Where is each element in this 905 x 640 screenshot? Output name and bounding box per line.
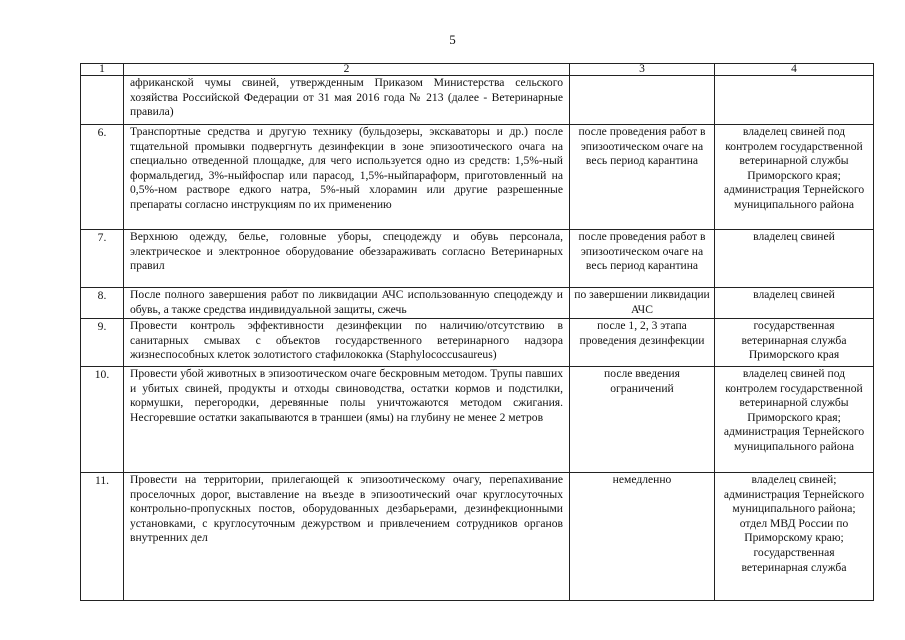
row-responsible: государственная ветеринарная служба Приморского края <box>715 319 874 367</box>
row-responsible: владелец свиней <box>715 230 874 288</box>
row-number: 8. <box>81 288 124 319</box>
page-number: 5 <box>449 32 456 47</box>
row-term: по завершении ликвидации АЧС <box>570 288 715 319</box>
row-number: 11. <box>81 473 124 601</box>
row-measure: Провести на территории, прилегающей к эпизоотическому очагу, перепахивание проселочных дорог, выставление на въезде в эпизоотический очаг круглосуточных контрольно-пропускных постов, оборудованных дезбарьерами, дезинфекционными установками, с круглосуточным дежурством и привлечением сотрудников органов внутренних дел <box>124 473 570 601</box>
row-number: 6. <box>81 125 124 230</box>
row-measure: Верхнюю одежду, белье, головные уборы, спецодежду и обувь персонала, электрическое и электронное оборудование обеззараживать согласно Ветеринарных правил <box>124 230 570 288</box>
row-measure: После полного завершения работ по ликвидации АЧС использованную спецодежду и обувь, а также средства индивидуальной защиты, сжечь <box>124 288 570 319</box>
table-row <box>81 319 874 367</box>
row-number: 7. <box>81 230 124 288</box>
row-responsible: владелец свиней под контролем государственной ветеринарной службы Приморского края; администрация Тернейского муниципального района <box>715 367 874 473</box>
row-number: 9. <box>81 319 124 367</box>
row-responsible: владелец свиней под контролем государственной ветеринарной службы Приморского края; администрация Тернейского муниципального района <box>715 125 874 230</box>
row-responsible: владелец свиней <box>715 288 874 319</box>
table-row <box>81 76 874 125</box>
table-row <box>81 367 874 473</box>
measures-table <box>80 63 874 601</box>
header-col-2: 2 <box>124 64 570 76</box>
table-header-row <box>81 64 874 76</box>
table-row <box>81 288 874 319</box>
row-measure: Провести контроль эффективности дезинфекции по наличию/отсутствию в санитарных смывах с объектов государственного ветеринарного надзора жизнеспособных клеток золотистого стафилококка (Staphylococcusaureus) <box>124 319 570 367</box>
table-row <box>81 473 874 601</box>
row-term: после введения ограничений <box>570 367 715 473</box>
table-row <box>81 125 874 230</box>
row-term: после проведения работ в эпизоотическом очаге на весь период карантина <box>570 125 715 230</box>
row-number <box>81 76 124 125</box>
row-term <box>570 76 715 125</box>
row-measure: Провести убой животных в эпизоотическом очаге бескровным методом. Трупы павших и убитых свиней, продукты и отходы свиноводства, остатки кормов и подстилки, кормушки, перегородки, деревянные полы уничтожаются методом сжигания. Несгоревшие остатки закапываются в траншеи (ямы) на глубину не менее 2 метров <box>124 367 570 473</box>
row-term: после 1, 2, 3 этапа проведения дезинфекции <box>570 319 715 367</box>
row-responsible: владелец свиней; администрация Тернейского муниципального района; отдел МВД России по Приморскому краю; государственная ветеринарная служба <box>715 473 874 601</box>
header-col-3: 3 <box>570 64 715 76</box>
row-measure: африканской чумы свиней, утвержденным Приказом Министерства сельского хозяйства Российской Федерации от 31 мая 2016 года № 213 (далее - Ветеринарные правила) <box>124 76 570 125</box>
header-col-1: 1 <box>81 64 124 76</box>
row-term: после проведения работ в эпизоотическом очаге на весь период карантина <box>570 230 715 288</box>
table-row <box>81 230 874 288</box>
row-term: немедленно <box>570 473 715 601</box>
row-measure: Транспортные средства и другую технику (бульдозеры, экскаваторы и др.) после тщательной промывки подвергнуть дезинфекции в зоне эпизоотического очага на специально отведенной площадке, для чего используется одно из средств: 1,5%-ный формальдегид, 3%-ныйфоспар или парасод, 1,5%-ныйпараформ, приготовленный на 0,5%-ном растворе едкого натра, 5%-ный хлорамин или другие разрешенные препараты согласно инструкциям по их применению <box>124 125 570 230</box>
header-col-4: 4 <box>715 64 874 76</box>
row-number: 10. <box>81 367 124 473</box>
row-responsible <box>715 76 874 125</box>
